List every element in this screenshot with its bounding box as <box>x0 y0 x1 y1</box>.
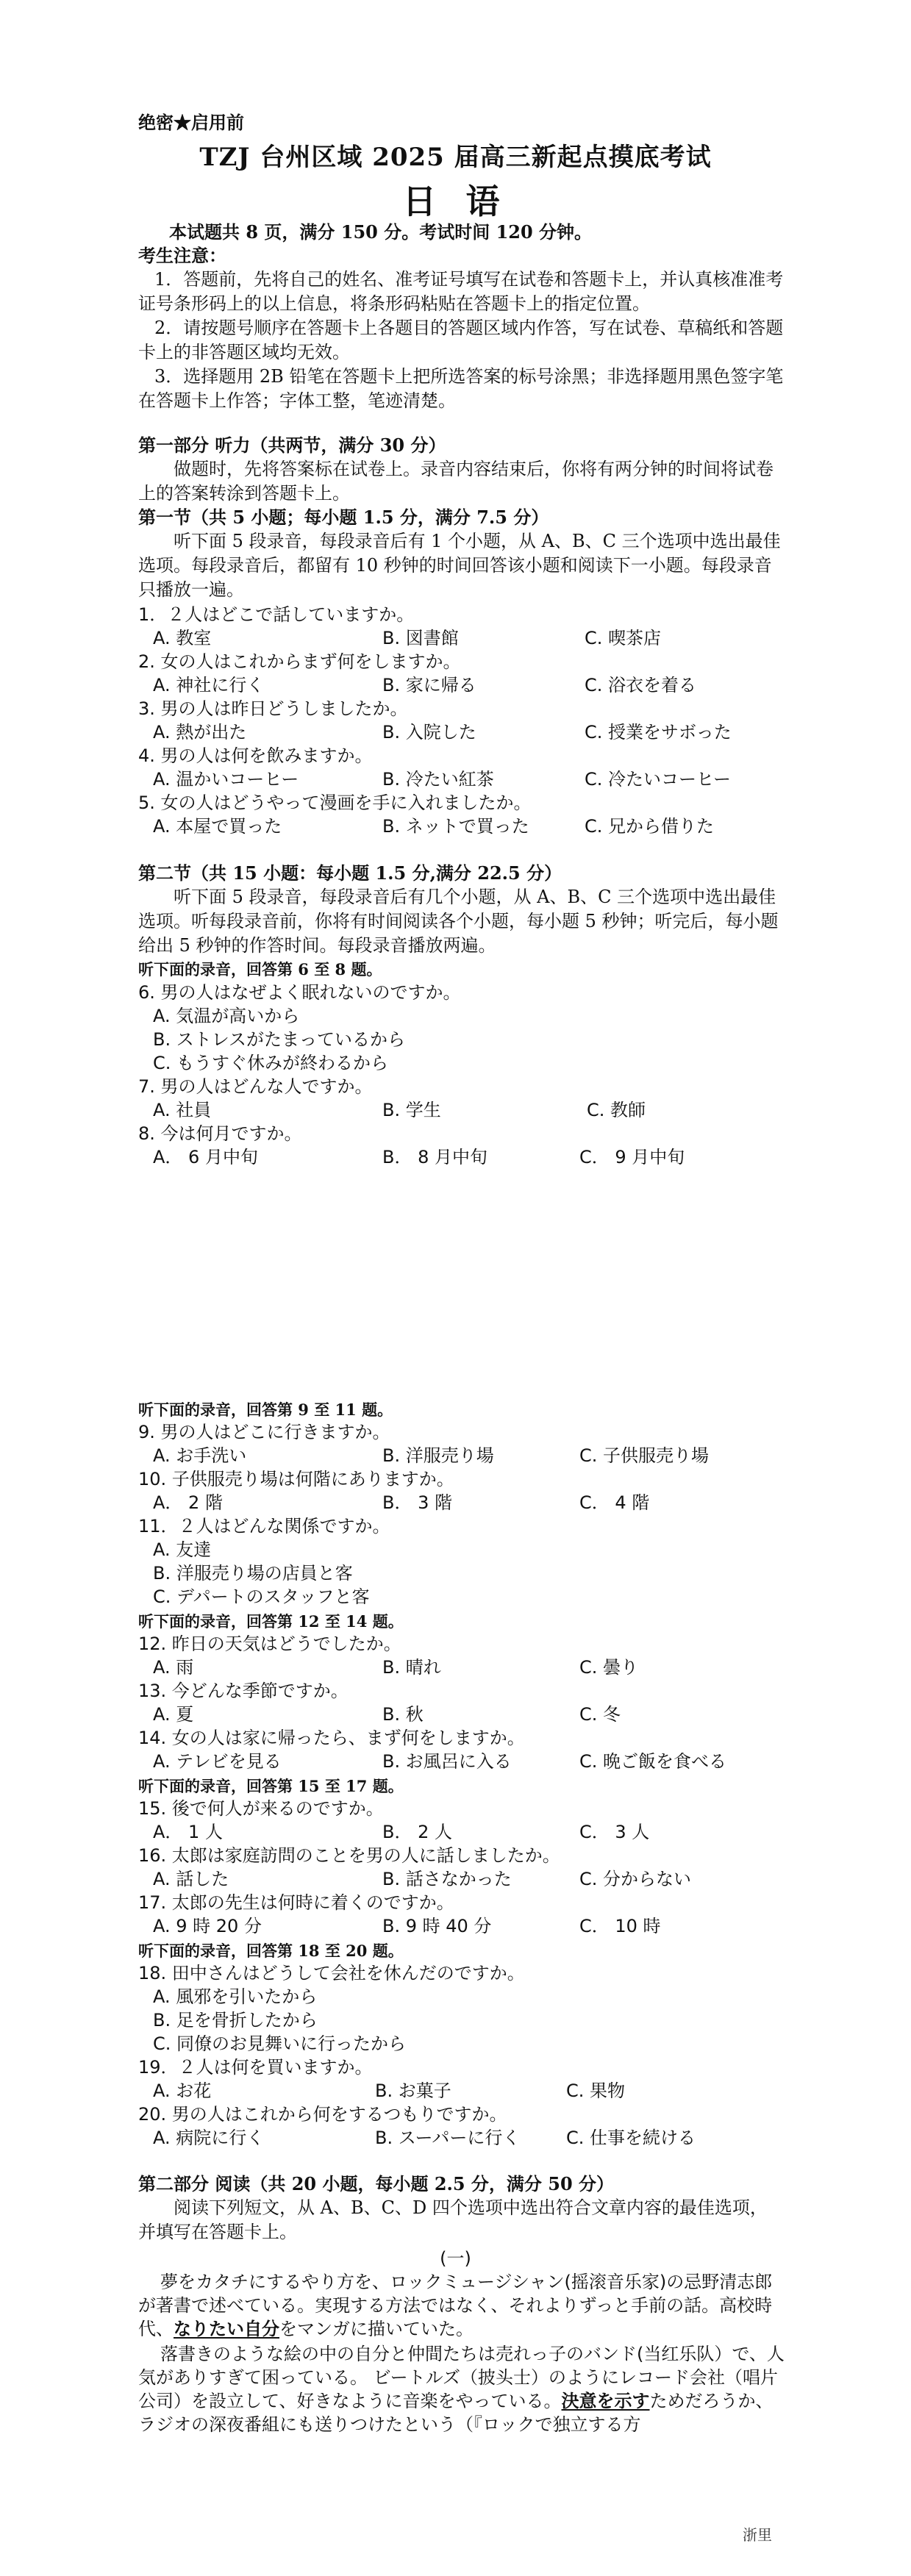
option-a: A. 本屋で買った <box>153 816 282 837</box>
option-a: A. 話した <box>153 1869 229 1889</box>
question-stem: 19．２人は何を買いますか。 <box>138 2057 373 2078</box>
question-stem: 8. 今は何月ですか。 <box>138 1123 302 1144</box>
passage-paragraph-1 <box>138 2270 785 2341</box>
option-b: B． 8 月中旬 <box>382 1147 487 1167</box>
part1-heading: 第一部分 听力（共两节，满分 30 分） <box>138 434 446 456</box>
question-stem: 7. 男の人はどんな人ですか。 <box>138 1076 373 1097</box>
paragraph-text: 落書きのような絵の中の自分と仲間たちは売れっ子のバンド(当红乐队）で、人気がありすぎて困っている。 ビートルズ（披头士）のようにレコード会社（唱片公司）を設立して、好きなように音楽をやっている。 <box>138 2344 785 2411</box>
passage-number: (一) <box>440 2248 471 2269</box>
option-a: A. 気温が高いから <box>153 1006 300 1026</box>
option-b: B． 3 階 <box>382 1492 452 1513</box>
section1-intro: 听下面 5 段录音，每段录音后有 1 个小题，从 A、B、C 三个选项中选出最佳选项。每段录音后，都留有 10 秒钟的时间回答该小题和阅读下一小题。每段录音只播放一遍。 <box>138 531 781 600</box>
question-stem: 12. 昨日の天気はどうでしたか。 <box>138 1634 401 1654</box>
option-a: A. 風邪を引いたから <box>153 1986 318 2007</box>
question-stem: 17. 太郎の先生は何時に着くのですか。 <box>138 1892 454 1913</box>
footer-region-mark: 浙里 <box>743 2526 772 2544</box>
question-stem: 6. 男の人はなぜよく眠れないのですか。 <box>138 982 461 1003</box>
group-heading: 听下面的录音，回答第 6 至 8 题。 <box>138 960 382 978</box>
option-b: B. 話さなかった <box>382 1869 512 1889</box>
question-stem: 3. 男の人は昨日どうしましたか。 <box>138 698 408 719</box>
option-c: C. 果物 <box>566 2081 626 2101</box>
option-a: A. 病院に行く <box>153 2128 265 2148</box>
section2-heading: 第二节（共 15 小题：每小题 1.5 分,满分 22.5 分） <box>138 862 562 884</box>
option-c: C. 晩ご飯を食べる <box>579 1751 727 1772</box>
option-a: A. 夏 <box>153 1704 194 1725</box>
exam-info: 本试题共 8 页，满分 150 分。考试时间 120 分钟。 <box>169 221 593 243</box>
question-stem: 9. 男の人はどこに行きますか。 <box>138 1422 390 1442</box>
option-c: C. デパートのスタッフと客 <box>153 1586 370 1607</box>
passage-paragraph-2 <box>138 2342 785 2436</box>
exam-title: TZJ 台州区域 2025 届高三新起点摸底考试 <box>199 143 712 172</box>
note-item: 3．选择题用 2B 铅笔在答题卡上把所选答案的标号涂黑；非选择题用黑色签字笔在答题卡上作答；字体工整，笔迹清楚。 <box>138 366 784 411</box>
subject-title: 日 语 <box>402 182 509 221</box>
option-b: B. ネットで買った <box>382 816 529 837</box>
option-b: B. スーパーに行く <box>375 2128 521 2148</box>
question-stem: 16. 太郎は家庭訪問のことを男の人に話しましたか。 <box>138 1845 560 1866</box>
question-stem: 5. 女の人はどうやって漫画を手に入れましたか。 <box>138 793 532 813</box>
option-c: C. 仕事を続ける <box>566 2128 696 2148</box>
group-heading: 听下面的录音，回答第 9 至 11 题。 <box>138 1400 393 1419</box>
option-a: A. お花 <box>153 2081 212 2101</box>
option-b: B. 入院した <box>382 722 476 743</box>
option-c: C. 分からない <box>579 1869 692 1889</box>
group-heading: 听下面的录音，回答第 18 至 20 题。 <box>138 1942 404 1960</box>
paragraph-text: ためだろうか、ラジオの深夜番組にも送りつけたという（『ロックで独立する方 <box>138 2391 774 2435</box>
paragraph-text: をマンガに描いていた。 <box>279 2319 474 2339</box>
section1-heading: 第一节（共 5 小题；每小题 1.5 分，满分 7.5 分） <box>138 507 549 528</box>
option-a: A. 熱が出た <box>153 722 247 743</box>
option-a: A． 1 人 <box>153 1822 223 1842</box>
option-b: B. 晴れ <box>382 1657 441 1678</box>
underlined-phrase: なりたい自分 <box>174 2319 279 2339</box>
part2-intro: 阅读下列短文，从 A、B、C、D 四个选项中选出符合文章内容的最佳选项，并填写在答题卡上。 <box>138 2197 768 2242</box>
option-c: C. 教師 <box>587 1100 646 1120</box>
option-b: B. 学生 <box>382 1100 441 1120</box>
option-b: B. 9 時 40 分 <box>382 1916 492 1936</box>
option-c: C． 10 時 <box>579 1916 661 1936</box>
option-b: B. 家に帰る <box>382 675 476 695</box>
question-stem: 11．２人はどんな関係ですか。 <box>138 1516 390 1536</box>
option-c: C. 冬 <box>579 1704 621 1725</box>
option-b: B. 冷たい紅茶 <box>382 769 494 790</box>
part1-intro: 做题时，先将答案标在试卷上。录音内容结束后，你将有两分钟的时间将试卷上的答案转涂到答题卡上。 <box>138 459 774 504</box>
option-c: C. 喫茶店 <box>585 628 662 648</box>
option-b: B． 2 人 <box>382 1822 452 1842</box>
option-c: C． 4 階 <box>579 1492 650 1513</box>
option-a: A. お手洗い <box>153 1445 247 1466</box>
option-b: B. お菓子 <box>375 2081 451 2101</box>
question-stem: 13. 今どんな季節ですか。 <box>138 1681 349 1701</box>
option-b: B. 秋 <box>382 1704 424 1725</box>
option-c: C. 授業をサボった <box>585 722 732 743</box>
option-c: C. 同僚のお見舞いに行ったから <box>153 2033 407 2054</box>
option-c: C. 冷たいコーヒー <box>585 769 732 790</box>
option-b: B. 洋服売り場 <box>382 1445 494 1466</box>
option-c: C. 兄から借りた <box>585 816 715 837</box>
option-a: A． 2 階 <box>153 1492 223 1513</box>
question-stem: 18. 田中さんはどうして会社を休んだのですか。 <box>138 1963 525 1983</box>
option-b: B. ストレスがたまっているから <box>153 1029 406 1050</box>
question-stem: 4. 男の人は何を飲みますか。 <box>138 745 373 766</box>
option-b: B. 足を骨折したから <box>153 2010 318 2031</box>
option-a: A. 神社に行く <box>153 675 265 695</box>
question-stem: 20. 男の人はこれから何をするつもりですか。 <box>138 2104 507 2125</box>
option-a: A. 友達 <box>153 1539 212 1560</box>
question-stem: 1．２人はどこで話していますか。 <box>138 604 415 625</box>
section2-intro: 听下面 5 段录音，每段录音后有几个小题，从 A、B、C 三个选项中选出最佳选项。听每段录音前，你将有时间阅读各个小题，每小题 5 秒钟；听完后，每小题给出 5 秒钟的作答时间。每段录音播放两遍。 <box>138 887 779 956</box>
paragraph-text: 夢をカタチにするやり方を、ロックミュージシャン(摇滚音乐家)の忌野清志郎が著書で述べている。実現する方法ではなく、それよりずっと手前の話。高校時代、 <box>138 2272 773 2339</box>
option-a: A. テレビを見る <box>153 1751 282 1772</box>
option-c: C. 子供服売り場 <box>579 1445 710 1466</box>
note-item: 1．答题前，先将自己的姓名、准考证号填写在试卷和答题卡上，并认真核准准考证号条形码上的以上信息，将条形码粘贴在答题卡上的指定位置。 <box>138 269 784 314</box>
question-stem: 2. 女の人はこれからまず何をしますか。 <box>138 651 461 672</box>
question-stem: 15. 後で何人が来るのですか。 <box>138 1798 384 1819</box>
option-a: A. 社員 <box>153 1100 212 1120</box>
notes-heading: 考生注意： <box>138 245 226 266</box>
part2-heading: 第二部分 阅读（共 20 小题，每小题 2.5 分，满分 50 分） <box>138 2173 615 2194</box>
option-c: C. もうすぐ休みが終わるから <box>153 1053 389 1073</box>
underlined-phrase: 決意を示す <box>561 2391 650 2411</box>
option-c: C． 3 人 <box>579 1822 650 1842</box>
question-stem: 10. 子供服売り場は何階にありますか。 <box>138 1469 454 1489</box>
option-b: B. 洋服売り場の店員と客 <box>153 1563 353 1584</box>
option-b: B. お風呂に入る <box>382 1751 512 1772</box>
option-a: A. 9 時 20 分 <box>153 1916 262 1936</box>
note-item: 2．请按题号顺序在答题卡上各题目的答题区域内作答，写在试卷、草稿纸和答题卡上的非答题区域均无效。 <box>138 318 784 362</box>
confidential-label: 绝密★启用前 <box>138 112 244 133</box>
option-a: A. 温かいコーヒー <box>153 769 299 790</box>
group-heading: 听下面的录音，回答第 12 至 14 题。 <box>138 1612 404 1631</box>
group-heading: 听下面的录音，回答第 15 至 17 题。 <box>138 1777 404 1795</box>
option-c: C. 曇り <box>579 1657 639 1678</box>
question-stem: 14. 女の人は家に帰ったら、まず何をしますか。 <box>138 1728 525 1748</box>
option-c: C． 9 月中旬 <box>579 1147 685 1167</box>
option-c: C. 浴衣を着る <box>585 675 697 695</box>
option-a: A. 雨 <box>153 1657 194 1678</box>
option-a: A. 教室 <box>153 628 212 648</box>
option-b: B. 図書館 <box>382 628 459 648</box>
option-a: A． 6 月中旬 <box>153 1147 258 1167</box>
